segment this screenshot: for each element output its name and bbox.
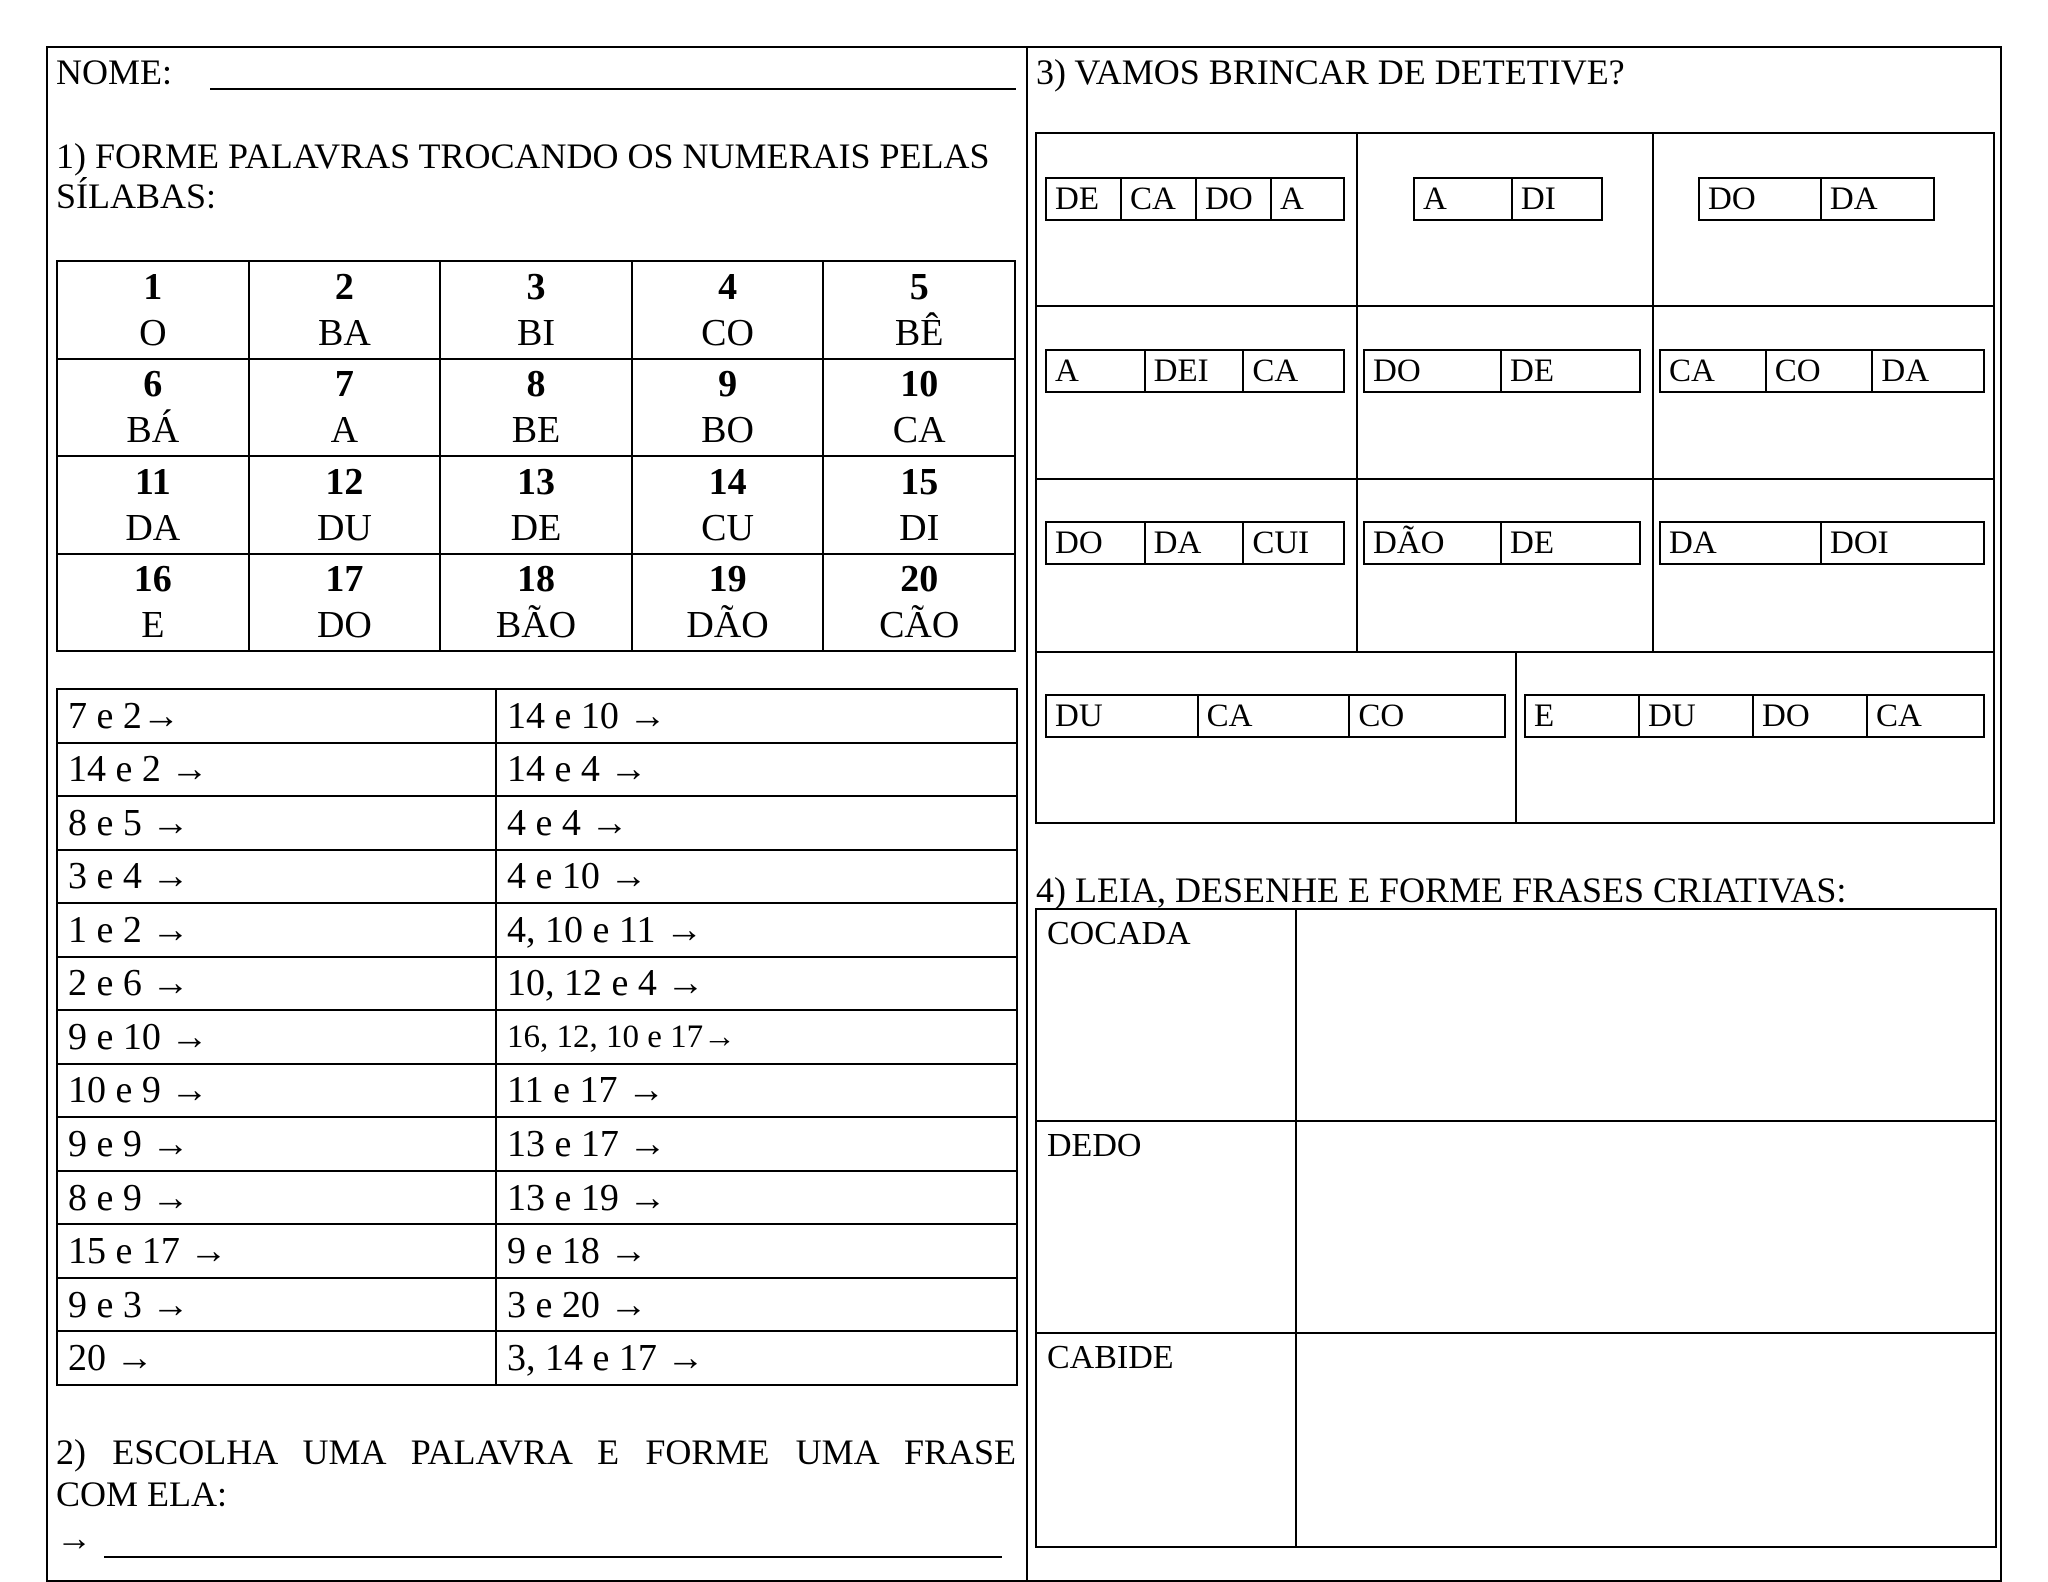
exercise-cell[interactable]: 7 e 2→ [57, 689, 496, 743]
section1-title: 1) FORME PALAVRAS TROCANDO OS NUMERAIS PELAS SÍLABAS: [56, 136, 990, 216]
syllable-row [57, 554, 1015, 652]
creative-row [1036, 1333, 1996, 1547]
syllable-box-cell: DA [1829, 181, 1878, 217]
exercise-cell[interactable]: 10 e 9 → [57, 1064, 496, 1118]
syllable-box-cell: DE [1510, 525, 1555, 561]
syllable-box-cell: DU [1047, 696, 1199, 736]
syllable-box [1045, 177, 1345, 221]
exercise-cell[interactable]: 14 e 2 → [57, 743, 496, 797]
section4-title: 4) LEIA, DESENHE E FORME FRASES CRIATIVAS: [1036, 870, 1847, 910]
syllable-number: 1 [143, 265, 163, 308]
syllable-box-cell: CA [1876, 698, 1922, 734]
exercise-cell[interactable]: 9 e 3 → [57, 1278, 496, 1332]
syllable-cell [57, 359, 249, 457]
syllable-text: BO [701, 409, 754, 452]
syllable-text: DE [510, 506, 562, 549]
exercise-table [56, 688, 1018, 1386]
syllable-cell [249, 359, 441, 457]
detective-cell[interactable] [1654, 307, 1993, 480]
exercise-cell[interactable]: 4 e 4 → [496, 796, 1017, 850]
syllable-box-cell: DEI [1146, 351, 1245, 391]
syllable-number: 3 [526, 265, 546, 308]
syllable-box-cell: DE [1510, 353, 1555, 389]
syllable-number: 12 [325, 460, 364, 503]
syllable-box [1363, 349, 1641, 393]
exercise-row [57, 1171, 1017, 1225]
syllable-box-cell: DÃO [1365, 523, 1502, 563]
exercise-row [57, 1064, 1017, 1118]
exercise-row [57, 957, 1017, 1011]
syllable-box [1363, 521, 1641, 565]
exercise-cell[interactable]: 14 e 4 → [496, 743, 1017, 797]
exercise-row [57, 743, 1017, 797]
syllable-number: 13 [516, 460, 555, 503]
syllable-text: BI [516, 311, 555, 354]
detective-cell[interactable] [1358, 480, 1654, 653]
syllable-box-cell: DU [1640, 696, 1754, 736]
syllable-text: BA [317, 311, 371, 354]
syllable-text: DU [316, 506, 372, 549]
detective-cell[interactable] [1037, 480, 1358, 653]
detective-cell[interactable] [1037, 307, 1358, 480]
syllable-box-cell: DO [1047, 523, 1146, 563]
exercise-cell[interactable]: 11 e 17 → [496, 1064, 1017, 1118]
sentence-answer-line[interactable] [104, 1556, 1002, 1558]
syllable-number: 5 [909, 265, 929, 308]
detective-cell[interactable] [1358, 307, 1654, 480]
syllable-box [1045, 521, 1345, 565]
syllable-box-cell: A [1415, 179, 1513, 219]
syllable-text: CU [701, 506, 754, 549]
exercise-row [57, 1278, 1017, 1332]
syllable-text: O [139, 311, 167, 354]
exercise-cell[interactable]: 9 e 9 → [57, 1117, 496, 1171]
exercise-row [57, 689, 1017, 743]
syllable-box-cell: DOI [1830, 525, 1889, 561]
section2-title-line1: 2) ESCOLHA UMA PALAVRA E FORME UMA FRASE [56, 1432, 1016, 1472]
syllable-text: BÊ [894, 311, 944, 354]
exercise-cell[interactable]: 15 e 17 → [57, 1224, 496, 1278]
syllable-box [1413, 177, 1603, 221]
syllable-box-cell: DO [1700, 179, 1822, 219]
arrow-icon: → [56, 1518, 92, 1558]
syllable-box [1659, 349, 1985, 393]
syllable-box-cell: CO [1767, 351, 1874, 391]
syllable-number: 8 [526, 363, 546, 406]
exercise-row [57, 796, 1017, 850]
exercise-row [57, 850, 1017, 904]
syllable-number: 7 [334, 363, 354, 406]
drawing-area[interactable] [1296, 909, 1996, 1121]
syllable-box-cell: CA [1122, 179, 1197, 219]
syllable-text: DO [316, 604, 372, 647]
creative-row [1036, 909, 1996, 1121]
name-field-line[interactable] [210, 88, 1016, 90]
syllable-box-cell: DO [1365, 351, 1502, 391]
syllable-box [1659, 521, 1985, 565]
syllable-cell [440, 554, 632, 652]
exercise-cell[interactable]: 9 e 18 → [496, 1224, 1017, 1278]
exercise-cell[interactable]: 14 e 10 → [496, 689, 1017, 743]
exercise-cell[interactable]: 13 e 17 → [496, 1117, 1017, 1171]
exercise-cell[interactable]: 3 e 20 → [496, 1278, 1017, 1332]
exercise-row [57, 1331, 1017, 1385]
syllable-box-cell: CO [1358, 698, 1405, 734]
syllable-box-cell: CUI [1252, 525, 1310, 561]
exercise-cell[interactable]: 10, 12 e 4 → [496, 957, 1017, 1011]
syllable-text: BÁ [126, 409, 180, 452]
syllable-text: BÃO [495, 604, 577, 647]
syllable-cell [632, 456, 824, 554]
syllable-text: BE [511, 409, 561, 452]
syllable-row [57, 261, 1015, 359]
syllable-box-cell: DI [1520, 181, 1556, 217]
syllable-box-cell: DA [1661, 523, 1822, 563]
syllable-number: 17 [325, 558, 364, 601]
syllable-row [57, 359, 1015, 457]
syllable-box-cell: DO [1197, 179, 1272, 219]
column-divider [1026, 46, 1028, 1582]
syllable-cell [823, 261, 1015, 359]
section3-title: 3) VAMOS BRINCAR DE DETETIVE? [1036, 52, 1625, 92]
syllable-cell [632, 359, 824, 457]
exercise-cell[interactable]: 8 e 9 → [57, 1171, 496, 1225]
syllable-box [1045, 694, 1506, 738]
creative-word: COCADA [1036, 909, 1296, 1121]
syllable-text: DÃO [686, 604, 769, 647]
exercise-row [57, 1224, 1017, 1278]
syllable-cell [249, 456, 441, 554]
syllable-table [56, 260, 1016, 652]
exercise-cell[interactable]: 4, 10 e 11 → [496, 903, 1017, 957]
syllable-text: CÃO [879, 604, 960, 647]
syllable-number: 19 [708, 558, 747, 601]
syllable-number: 9 [718, 363, 738, 406]
syllable-cell [57, 261, 249, 359]
syllable-number: 15 [900, 460, 939, 503]
syllable-cell [440, 456, 632, 554]
syllable-box [1045, 349, 1345, 393]
syllable-number: 11 [134, 460, 171, 503]
syllable-number: 18 [516, 558, 555, 601]
syllable-box-cell: E [1526, 696, 1640, 736]
syllable-text: DA [125, 506, 181, 549]
detective-cell[interactable] [1654, 480, 1993, 653]
syllable-box-cell: DE [1047, 179, 1122, 219]
syllable-cell [249, 554, 441, 652]
exercise-cell[interactable]: 2 e 6 → [57, 957, 496, 1011]
drawing-area[interactable] [1296, 1333, 1996, 1547]
creative-word: CABIDE [1036, 1333, 1296, 1547]
exercise-cell[interactable]: 8 e 5 → [57, 796, 496, 850]
syllable-cell [440, 261, 632, 359]
creative-word: DEDO [1036, 1121, 1296, 1333]
syllable-box-cell: CA [1252, 353, 1299, 389]
syllable-text: CA [892, 409, 946, 452]
syllable-box-cell: DA [1881, 353, 1930, 389]
syllable-cell [823, 359, 1015, 457]
exercise-cell[interactable]: 3, 14 e 17 → [496, 1331, 1017, 1385]
syllable-cell [823, 554, 1015, 652]
exercise-cell[interactable]: 13 e 19 → [496, 1171, 1017, 1225]
exercise-cell[interactable]: 1 e 2 → [57, 903, 496, 957]
syllable-text: CO [701, 311, 754, 354]
exercise-cell[interactable]: 3 e 4 → [57, 850, 496, 904]
syllable-number: 6 [143, 363, 163, 406]
exercise-cell[interactable]: 20 → [57, 1331, 496, 1385]
drawing-area[interactable] [1296, 1121, 1996, 1333]
creative-row [1036, 1121, 1996, 1333]
exercise-row [57, 903, 1017, 957]
syllable-text: DI [899, 506, 940, 549]
syllable-box-cell: DO [1754, 696, 1868, 736]
syllable-text: A [330, 409, 359, 452]
syllable-box-cell: CA [1199, 696, 1351, 736]
syllable-number: 20 [900, 558, 939, 601]
exercise-cell[interactable]: 16, 12, 10 e 17→ [496, 1010, 1017, 1064]
syllable-cell [632, 261, 824, 359]
syllable-cell [57, 456, 249, 554]
syllable-number: 10 [900, 363, 939, 406]
syllable-number: 16 [133, 558, 172, 601]
syllable-cell [440, 359, 632, 457]
section2-title-line2: COM ELA: [56, 1474, 227, 1514]
syllable-number: 2 [334, 265, 354, 308]
syllable-cell [632, 554, 824, 652]
name-label: NOME: [56, 52, 172, 92]
syllable-box-cell: CA [1661, 351, 1767, 391]
syllable-number: 14 [708, 460, 747, 503]
creative-table [1035, 908, 1997, 1548]
syllable-box [1698, 177, 1935, 221]
syllable-row [57, 456, 1015, 554]
syllable-cell [823, 456, 1015, 554]
exercise-cell[interactable]: 9 e 10 → [57, 1010, 496, 1064]
syllable-box-cell: DA [1146, 523, 1245, 563]
syllable-box-cell: A [1280, 181, 1304, 217]
syllable-box-cell: A [1047, 351, 1146, 391]
exercise-cell[interactable]: 4 e 10 → [496, 850, 1017, 904]
syllable-number: 4 [718, 265, 738, 308]
syllable-box [1524, 694, 1985, 738]
exercise-row [57, 1010, 1017, 1064]
syllable-cell [57, 554, 249, 652]
syllable-text: E [141, 604, 165, 647]
syllable-cell [249, 261, 441, 359]
exercise-row [57, 1117, 1017, 1171]
